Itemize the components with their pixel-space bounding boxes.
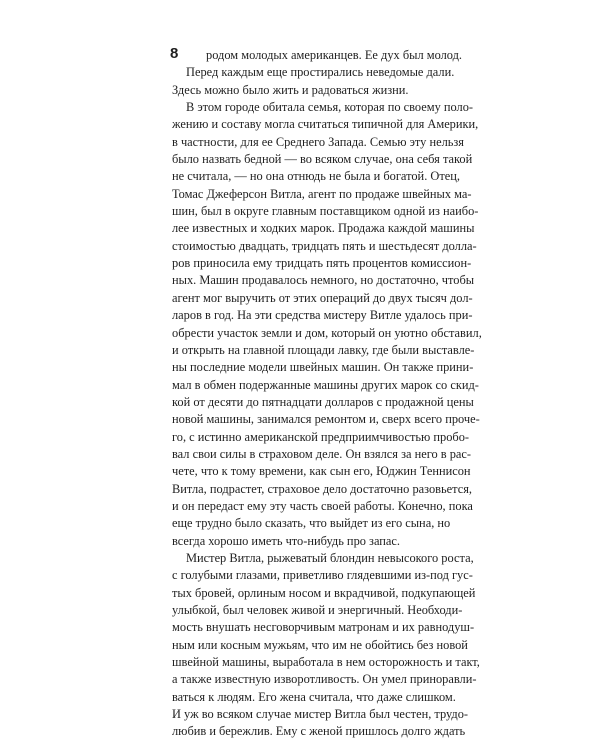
text-line-8: не считала, — но она отнюдь не была и богатой. Отец, — [172, 169, 460, 184]
text-line-25: чете, что к тому времени, как сын его, Юджин Теннисон — [172, 464, 471, 479]
text-line-2: Перед каждым еще простирались неведомые дали. — [186, 65, 455, 80]
text-line-20: мал в обмен подержанные машины других марок со скид- — [172, 377, 479, 392]
text-line-31: с голубыми глазами, приветливо глядевшими из-под гус- — [172, 568, 473, 583]
text-line-1: родом молодых американцев. Ее дух был молод. — [206, 48, 463, 62]
text-line-18: и открыть на главной площади лавку, где были выставле- — [172, 342, 475, 357]
text-line-22: новой машины, занимался ремонтом и, сверх всего проче- — [172, 412, 480, 427]
text-line-36: швейной машины, выработала в нем осторожность и такт, — [172, 655, 480, 670]
text-line-5: жению и составу могла считаться типичной для Америки, — [172, 117, 479, 132]
text-line-27: и он передаст ему эту часть своей работы. Конечно, пока — [172, 498, 473, 513]
text-line-19: ны последние модели швейных машин. Он также прини- — [172, 360, 474, 375]
text-line-38: ваться к людям. Его жена считала, что даже слишком. — [172, 689, 456, 704]
text-line-10: шин, был в округе главным поставщиком одной из наибо- — [172, 204, 479, 219]
text-line-39: И уж во всяком случае мистер Витла был честен, трудо- — [172, 707, 469, 722]
text-line-28: еще трудно было сказать, что выйдет из его сына, но — [172, 516, 451, 531]
text-line-7: было назвать бедной — во всяком случае, она себя такой — [172, 152, 473, 167]
text-line-21: кой от десяти до пятнадцати долларов с продажной цены — [172, 394, 474, 409]
text-line-37: а также известную изворотливость. Он умел приноравли- — [172, 672, 477, 687]
text-line-29: всегда хорошо иметь что-нибудь про запас. — [172, 533, 401, 548]
text-line-40: любив и бережлив. Ему с женой пришлось долго ждать — [172, 724, 466, 739]
text-line-16: ларов в год. На эти средства мистеру Витле удалось при- — [172, 308, 473, 323]
text-line-11: лее известных и ходких марок. Продажа каждой машины — [172, 221, 475, 236]
text-line-32: тых бровей, орлиным носом и вкрадчивой, подкупающей — [172, 585, 476, 600]
page-body-text — [172, 47, 482, 741]
text-line-34: мость внушать несговорчивым матронам и их равнодуш- — [172, 620, 475, 635]
text-line-30: Мистер Витла, рыжеватый блондин невысокого роста, — [186, 550, 474, 565]
text-line-3: Здесь можно было жить и радоваться жизни. — [172, 82, 409, 97]
text-line-35: ным или косным мужьям, что им не обойтись без новой — [172, 637, 468, 652]
text-line-14: ных. Машин продавалось немного, но достаточно, чтобы — [172, 273, 475, 288]
text-line-4: В этом городе обитала семья, которая по своему поло- — [186, 100, 474, 115]
text-line-26: Витла, подрастет, страховое дело достаточно разовьется, — [172, 481, 473, 496]
text-line-13: ров приносила ему тридцать пять процентов комиссион- — [172, 256, 472, 271]
page-number: 8 — [170, 45, 179, 62]
text-line-9: Томас Джеферсон Витла, агент по продаже швейных ма- — [172, 186, 472, 201]
text-line-24: вал свои силы в страховом деле. Он взялся за него в рас- — [172, 446, 472, 461]
text-line-15: агент мог выручить от этих операций до двух тысяч дол- — [172, 290, 473, 305]
text-line-17: обрести участок земли и дом, который он уютно обставил, — [172, 325, 482, 340]
text-line-33: улыбкой, был человек живой и энергичный. Необходи- — [172, 603, 463, 617]
text-line-23: го, с истинно американской предприимчивостью пробо- — [172, 429, 470, 444]
text-line-6: в частности, для ее Среднего Запада. Семью эту нельзя — [172, 134, 465, 149]
text-line-12: стоимостью двадцать, тридцать пять и шестьдесят долла- — [172, 238, 477, 253]
